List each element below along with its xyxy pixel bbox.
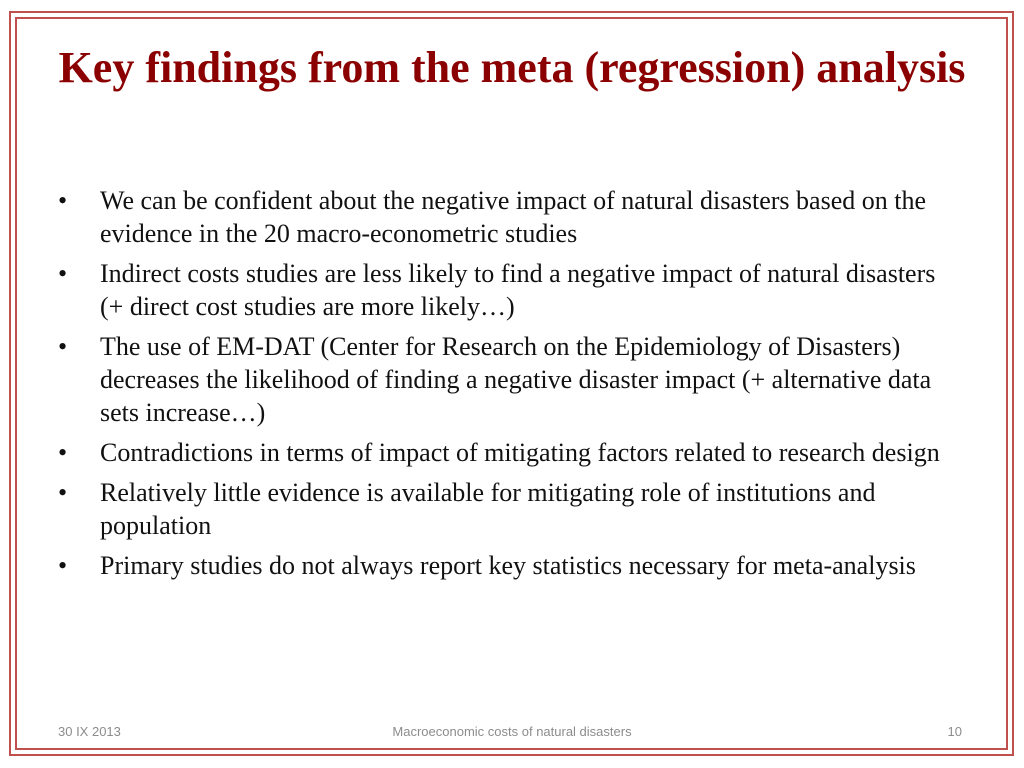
bullet-text: Contradictions in terms of impact of mitigating factors related to research design [100,438,940,467]
slide-title: Key findings from the meta (regression) analysis [58,43,966,92]
bullet-item [58,330,958,429]
bullet-marker: • [58,186,68,215]
bullet-text: Indirect costs studies are less likely to find a negative impact of natural disasters (+ direct cost studies are more likely…) [100,259,936,321]
bullet-item [58,184,958,250]
bullet-text: Primary studies do not always report key statistics necessary for meta-analysis [100,551,916,580]
bullet-text: The use of EM-DAT (Center for Research on the Epidemiology of Disasters) decreases the likelihood of finding a negative disaster impact (+ alternative data sets increase…) [100,332,932,427]
bullet-text: We can be confident about the negative impact of natural disasters based on the evidence in the 20 macro-econometric studies [100,186,926,248]
bullet-item [58,436,958,469]
bullet-marker: • [58,478,68,507]
bullet-marker: • [58,332,68,361]
bullet-marker: • [58,438,68,467]
bullet-marker: • [58,259,68,288]
bullet-marker: • [58,551,68,580]
bullet-list [58,184,958,589]
bullet-item [58,257,958,323]
footer-date: 30 IX 2013 [58,724,121,739]
footer-title: Macroeconomic costs of natural disasters [392,724,632,739]
bullet-item [58,549,958,582]
bullet-item [58,476,958,542]
page-number: 10 [947,724,962,739]
bullet-text: Relatively little evidence is available for mitigating role of institutions and population [100,478,876,540]
